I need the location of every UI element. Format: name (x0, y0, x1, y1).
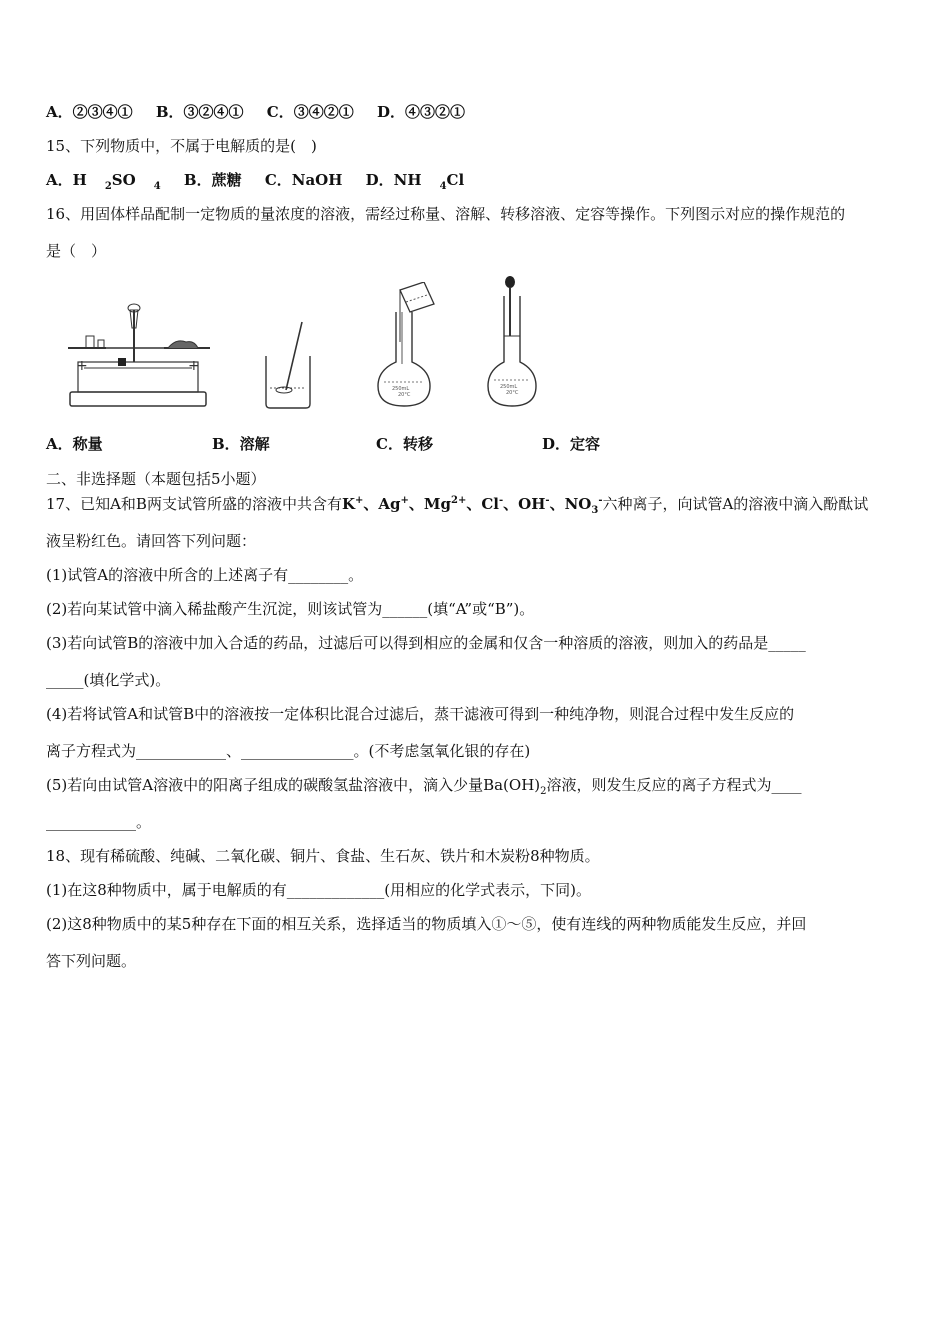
q15-option-d: D．NH $_4$Cl (365, 171, 465, 192)
q16-stem-line1: 16、用固体样品配制一定物质的量浓度的溶液，需经过称量、溶解、转移溶液、定容等操作。下列图示对应的操作规范的 (46, 205, 846, 223)
q14-options (46, 102, 483, 122)
q15-option-c: C．NaOH (264, 171, 343, 189)
svg-text:250mL: 250mL (500, 384, 518, 390)
svg-text:+: + (188, 358, 200, 374)
figure-caption-b: B．溶解 (212, 435, 270, 453)
q16-stem-line2: 是（ ） (46, 242, 107, 260)
svg-text:20°C: 20°C (506, 390, 519, 396)
q14-option-b: B．③②④① (155, 103, 244, 121)
q15-options (46, 170, 500, 190)
q18-part-2-line1: (2)这8种物质中的某5种存在下面的相互关系，选择适当的物质填入①～⑤，使有连线的两种物质能发生反应，并回 (46, 915, 807, 933)
svg-text:+: + (76, 358, 88, 374)
section-2-heading: 二、非选择题（本题包括5小题） (46, 470, 266, 488)
q17-part-4-line1: (4)若将试管A和试管B中的溶液按一定体积比混合过滤后，蒸干滤液可得到一种纯净物，则混合过程中发生反应的 (46, 705, 795, 723)
q17-part-3-line2: _____(填化学式)。 (46, 671, 171, 689)
q17-part-2: (2)若向某试管中滴入稀盐酸产生沉淀，则该试管为______(填“A”或“B”)。 (46, 600, 535, 618)
q17-part-5-line1: (5)若向由试管A溶液中的阳离子组成的碳酸氢盐溶液中，滴入少量$Ba(OH)_2$溶液，则发生反应的离子方程式为____ (46, 776, 802, 797)
q18-part-1: (1)在这8种物质中，属于电解质的有_____________(用相应的化学式表示，下同)。 (46, 881, 591, 899)
svg-text:250mL: 250mL (392, 386, 410, 392)
svg-text:20°C: 20°C (398, 392, 411, 398)
q17-part-5-line2: ____________。 (46, 813, 152, 831)
figure-caption-c: C．转移 (376, 435, 433, 453)
q17-stem-line1: 17、已知A和B两支试管所盛的溶液中共含有K+、Ag+、$Mg^{2+}$、Cl-、OH-、$NO_3^-$六种离子，向试管A的溶液中滴入酚酞试 (46, 495, 869, 516)
q18-stem: 18、现有稀硫酸、纯碱、二氧化碳、铜片、食盐、生石灰、铁片和木炭粉8种物质。 (46, 847, 600, 865)
flask-dropper-figure (484, 276, 544, 410)
figure-caption-a: A．称量 (46, 435, 103, 453)
q15-option-a: A．H $_2$SO $_4$ (46, 171, 161, 192)
balance-scale-figure (64, 300, 214, 410)
q15-option-b: B．蔗糖 (183, 171, 242, 189)
q14-option-a: A．②③④① (46, 103, 133, 121)
figure-caption-d: D．定容 (542, 435, 601, 453)
q17-part-3-line1: (3)若向试管B的溶液中加入合适的药品，过滤后可以得到相应的金属和仅含一种溶质的溶液，则加入的药品是_____ (46, 634, 806, 652)
q17-part-1: (1)试管A的溶液中所含的上述离子有________。 (46, 566, 364, 584)
q18-part-2-line2: 答下列问题。 (46, 952, 137, 970)
beaker-dissolving-figure (258, 318, 318, 410)
q17-stem-line2: 液呈粉红色。请回答下列问题： (46, 532, 257, 550)
q15-stem: 15、下列物质中，不属于电解质的是( ) (46, 137, 317, 155)
flask-transfer-figure (370, 282, 440, 410)
q14-option-c: C．③④②① (266, 103, 354, 121)
q14-option-d: D．④③②① (376, 103, 465, 121)
q17-part-4-line2: 离子方程式为____________、_______________。(不考虑氢氧化银的存在) (46, 742, 531, 760)
